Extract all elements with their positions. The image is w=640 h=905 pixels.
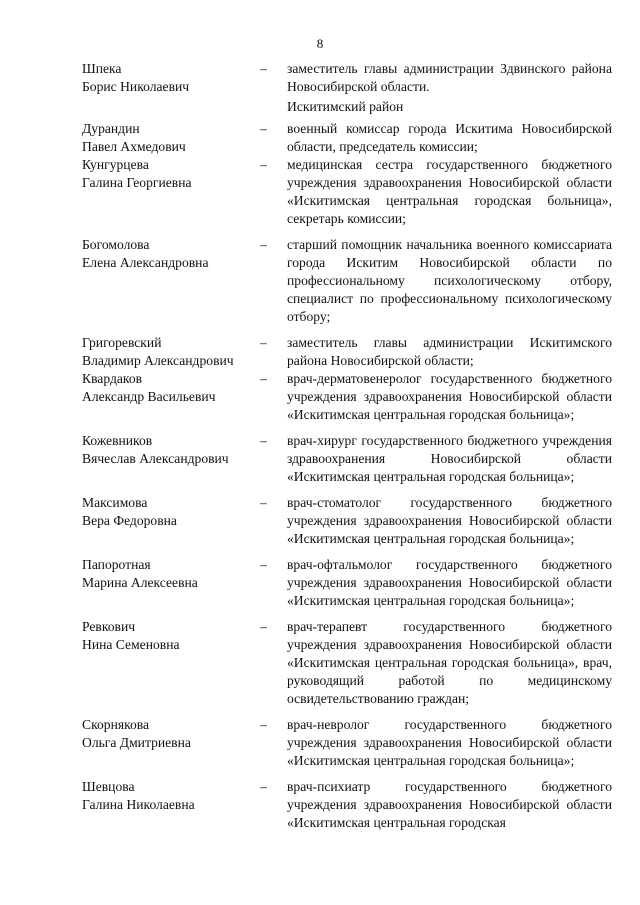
- list-item: [82, 120, 612, 156]
- dash-separator: –: [260, 335, 267, 350]
- member-given-name: Галина Георгиевна: [82, 175, 192, 190]
- member-given-name: Вячеслав Александрович: [82, 451, 229, 466]
- member-surname: Скорнякова: [82, 717, 150, 732]
- member-surname: Кожевников: [82, 433, 153, 448]
- list-item: [82, 370, 612, 424]
- member-given-name: Владимир Александрович: [82, 353, 234, 368]
- member-given-name: Ольга Дмитриевна: [82, 735, 191, 750]
- list-item: [82, 618, 612, 708]
- member-position: военный комиссар города Искитима Новосибирской области, председатель комиссии;: [287, 121, 612, 154]
- member-name: [82, 334, 260, 370]
- member-position: врач-терапевт государственного бюджетного учреждения здравоохранения Новосибирской области «Искитимская центральная городская больница», врач, руководящий работой по медицинскому освидетельствованию граждан;: [287, 619, 612, 706]
- list-item: [82, 236, 612, 326]
- member-surname: Дурандин: [82, 121, 140, 136]
- member-name: [82, 236, 260, 326]
- member-surname: Папоротная: [82, 557, 151, 572]
- dash-separator: –: [260, 619, 267, 634]
- member-name: [82, 716, 260, 770]
- member-surname: Шпека: [82, 61, 122, 76]
- member-surname: Кунгурцева: [82, 157, 149, 172]
- member-surname: Максимова: [82, 495, 148, 510]
- member-position: врач-офтальмолог государственного бюджетного учреждения здравоохранения Новосибирской области «Искитимская центральная городская больница»;: [287, 557, 612, 608]
- member-surname: Ревкович: [82, 619, 136, 634]
- member-surname: Квардаков: [82, 371, 143, 386]
- member-given-name: Вера Федоровна: [82, 513, 177, 528]
- dash-separator: –: [260, 61, 267, 76]
- list-item: [82, 716, 612, 770]
- document-body: [82, 60, 612, 832]
- member-given-name: Борис Николаевич: [82, 79, 190, 94]
- dash-separator: –: [260, 495, 267, 510]
- list-item: [82, 156, 612, 228]
- member-position: врач-хирург государственного бюджетного учреждения здравоохранения Новосибирской области «Искитимская центральная городская больница»;: [287, 433, 612, 484]
- member-name: [82, 494, 260, 548]
- member-surname: Шевцова: [82, 779, 135, 794]
- member-name: [82, 618, 260, 708]
- list-item: [82, 556, 612, 610]
- member-given-name: Александр Васильевич: [82, 389, 216, 404]
- section-title: Искитимский район: [287, 99, 404, 114]
- member-name: [82, 120, 260, 156]
- member-name: [82, 556, 260, 610]
- member-given-name: Марина Алексеевна: [82, 575, 198, 590]
- member-position: заместитель главы администрации Здвинского района Новосибирской области.: [287, 61, 612, 94]
- member-name: [82, 432, 260, 486]
- list-item: [82, 432, 612, 486]
- dash-separator: –: [260, 433, 267, 448]
- dash-separator: –: [260, 779, 267, 794]
- member-surname: Григоревский: [82, 335, 162, 350]
- page-number: 8: [316, 36, 324, 51]
- list-item: [82, 778, 612, 832]
- member-position: врач-невролог государственного бюджетного учреждения здравоохранения Новосибирской области «Искитимская центральная городская больница»;: [287, 717, 612, 768]
- member-given-name: Павел Ахмедович: [82, 139, 186, 154]
- member-given-name: Галина Николаевна: [82, 797, 195, 812]
- list-item: [82, 60, 612, 96]
- member-position: врач-стоматолог государственного бюджетного учреждения здравоохранения Новосибирской области «Искитимская центральная городская больница»;: [287, 495, 612, 546]
- member-surname: Богомолова: [82, 237, 150, 252]
- list-item: [82, 334, 612, 370]
- member-name: [82, 370, 260, 424]
- dash-separator: –: [260, 121, 267, 136]
- list-item: [82, 494, 612, 548]
- dash-separator: –: [260, 557, 267, 572]
- dash-separator: –: [260, 371, 267, 386]
- member-position: врач-дерматовенеролог государственного бюджетного учреждения здравоохранения Новосибирской области «Искитимская центральная городская больница»;: [287, 371, 612, 422]
- member-position: медицинская сестра государственного бюджетного учреждения здравоохранения Новосибирской области «Искитимская центральная городская больница», секретарь комиссии;: [287, 157, 612, 226]
- dash-separator: –: [260, 237, 267, 252]
- member-position: заместитель главы администрации Искитимского района Новосибирской области;: [287, 335, 612, 368]
- dash-separator: –: [260, 157, 267, 172]
- member-given-name: Елена Александровна: [82, 255, 209, 270]
- member-name: [82, 156, 260, 228]
- member-name: [82, 60, 260, 96]
- dash-separator: –: [260, 717, 267, 732]
- member-name: [82, 778, 260, 832]
- member-given-name: Нина Семеновна: [82, 637, 180, 652]
- member-position: врач-психиатр государственного бюджетного учреждения здравоохранения Новосибирской области «Искитимская центральная городская: [287, 779, 612, 830]
- member-position: старший помощник начальника военного комиссариата города Искитим Новосибирской области по профессиональному психологическому отбору, специалист по профессиональному психологическому отбору;: [287, 237, 612, 324]
